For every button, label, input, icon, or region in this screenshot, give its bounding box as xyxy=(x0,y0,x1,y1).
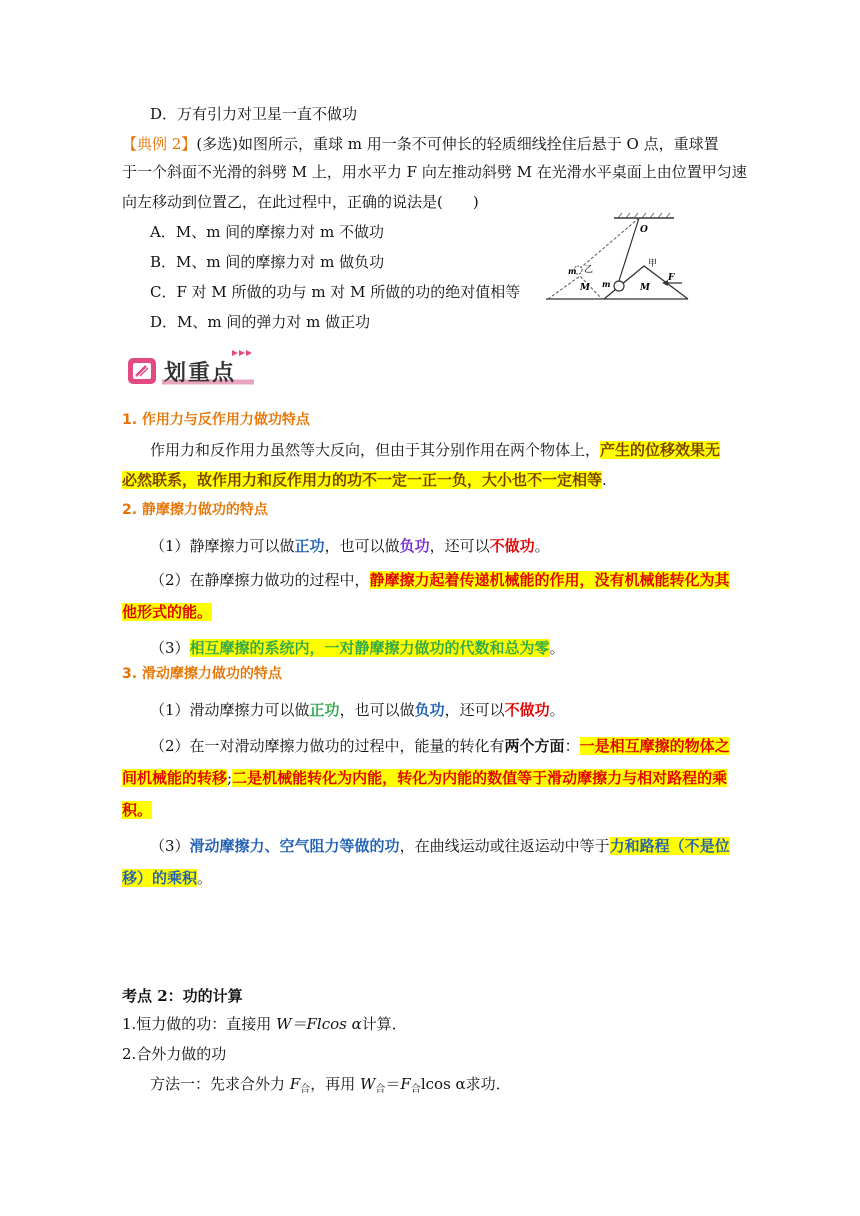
badge-text: 划重点 xyxy=(164,361,237,386)
s3-i3-e: 移）的乘积 xyxy=(122,869,198,887)
key-points-badge xyxy=(126,348,258,388)
s1-text-c: 必然联系，故作用力和反作用力的功不一定一正一负，大小也不一定相等 xyxy=(122,471,603,489)
s2-item-1 xyxy=(150,536,550,556)
example-text-1: 如图所示，重球 m 用一条不可伸长的轻质细线拴住后悬于 O 点，重球置 xyxy=(238,135,719,153)
incline-figure xyxy=(544,210,744,310)
s2-item-2-line-1 xyxy=(150,570,730,590)
label-f: F xyxy=(668,273,675,283)
s2-i3-a: （3） xyxy=(150,639,190,657)
section-3-title: 3. 滑动摩擦力做功的特点 xyxy=(122,666,282,682)
example-option-d: D．M、m 间的弹力对 m 做正功 xyxy=(150,313,371,331)
kp2-line-2: 2.合外力做的功 xyxy=(122,1045,227,1063)
s1-text-a: 作用力和反作用力虽然等大反向，但由于其分别作用在两个物体上， xyxy=(150,441,601,459)
label-jia: 甲 xyxy=(648,259,658,269)
kp2-line-1 xyxy=(122,1014,407,1034)
s3-i1-b: ，也可以做 xyxy=(339,701,415,719)
kp2-l3-a: 方法一：先求合外力 xyxy=(150,1075,290,1093)
s3-positive: 正功 xyxy=(309,701,340,719)
s2-i2-b: 静摩擦力起着传递机械能的作用，没有机械能转化为其 xyxy=(369,571,730,589)
kp2-l3-d: 求功． xyxy=(465,1075,511,1093)
s3-negative: 负功 xyxy=(414,701,445,719)
s3-item-1 xyxy=(150,700,565,720)
label-M-right: M xyxy=(640,283,650,293)
s2-i1-d: 。 xyxy=(534,537,550,555)
label-m-left: m xyxy=(568,266,577,276)
s3-i3-a: （3） xyxy=(150,837,190,855)
example-option-a: A．M、m 间的摩擦力对 m 不做功 xyxy=(150,223,384,241)
label-o: O xyxy=(640,225,648,235)
s2-none: 不做功 xyxy=(489,537,535,555)
kp2-line-3 xyxy=(150,1074,511,1100)
s3-i2-b: 两个方面 xyxy=(504,737,565,755)
s2-item-2-line-2 xyxy=(122,602,212,622)
s3-i3-f: 。 xyxy=(197,869,213,887)
kp2-l3-W: W xyxy=(359,1075,376,1093)
kp2-l1-b: 计算． xyxy=(361,1015,407,1033)
s3-i2-f: ; xyxy=(227,769,233,787)
kp2-l3-sub3: 合 xyxy=(410,1084,421,1095)
s3-i3-b: 滑动摩擦力、空气阻力等做的功 xyxy=(189,837,400,855)
s2-negative: 负功 xyxy=(399,537,430,555)
s3-none: 不做功 xyxy=(504,701,550,719)
s3-item-2-line-2 xyxy=(122,768,727,788)
s3-item-3-line-2 xyxy=(122,868,212,888)
s2-i2-c: 他形式的能。 xyxy=(122,603,213,621)
section-2-title: 2. 静摩擦力做功的特点 xyxy=(122,502,268,518)
example-line-2: 于一个斜面不光滑的斜劈 M 上，用水平力 F 向左推动斜劈 M 在光滑水平桌面上由位置甲匀速 xyxy=(122,163,747,181)
s3-i1-d: 。 xyxy=(549,701,565,719)
kp2-l3-F: F xyxy=(289,1075,301,1093)
s3-i2-g: 二是机械能转化为内能，转化为内能的数值等于滑动摩擦力与相对路程的乘 xyxy=(232,769,728,787)
kp2-l3-sub2: 合 xyxy=(375,1084,386,1095)
s3-i2-d: 一是相互摩擦的物体之 xyxy=(579,737,730,755)
s3-item-3-line-1 xyxy=(150,836,730,856)
label-yi: 乙 xyxy=(584,265,594,275)
s2-i1-a: （1）静摩擦力可以做 xyxy=(150,537,295,555)
s3-i2-h: 积。 xyxy=(122,801,153,819)
s1-para-line-1 xyxy=(150,440,720,460)
s2-item-3 xyxy=(150,638,565,658)
kp2-title: 考点 2：功的计算 xyxy=(122,987,243,1005)
s1-para-line-2 xyxy=(122,470,607,490)
label-M-left: M xyxy=(580,283,590,293)
s2-i3-c: 。 xyxy=(549,639,565,657)
s1-text-d: . xyxy=(602,471,607,489)
label-m-mid: m xyxy=(602,279,611,289)
s3-item-2-line-3 xyxy=(122,800,152,820)
example-line-3: 向左移动到位置乙，在此过程中，正确的说法是( ) xyxy=(122,193,479,211)
s3-i2-c: ： xyxy=(564,737,580,755)
kp2-l3-c: lcos α xyxy=(420,1075,466,1093)
section-1-title: 1. 作用力与反作用力做功特点 xyxy=(122,412,310,428)
kp2-l1-formula: W＝Flcos α xyxy=(276,1015,362,1033)
s3-i1-c: ，还可以 xyxy=(444,701,505,719)
example-option-b: B．M、m 间的摩擦力对 m 做负功 xyxy=(150,253,385,271)
s3-item-2-line-1 xyxy=(150,736,730,756)
kp2-l1-a: 1.恒力做的功：直接用 xyxy=(122,1015,277,1033)
s2-positive: 正功 xyxy=(294,537,325,555)
s3-i2-a: （2）在一对滑动摩擦力做功的过程中，能量的转化有 xyxy=(150,737,505,755)
s3-i3-d: 力和路程（不是位 xyxy=(609,837,730,855)
s2-i1-b: ，也可以做 xyxy=(324,537,400,555)
kp2-l3-eq: ＝ xyxy=(385,1075,401,1093)
s2-i3-b: 相互摩擦的系统内，一对静摩擦力做功的代数和总为零 xyxy=(189,639,550,657)
s3-i2-e: 间机械能的转移 xyxy=(122,769,228,787)
s2-i1-c: ，还可以 xyxy=(429,537,490,555)
kp2-l3-b: ，再用 xyxy=(310,1075,360,1093)
option-d: D．万有引力对卫星一直不做功 xyxy=(150,105,358,123)
example-tag: 【典例 2】 xyxy=(122,135,197,153)
s1-text-b: 产生的位移效果无 xyxy=(600,441,721,459)
s3-i3-c: ，在曲线运动或往返运动中等于 xyxy=(399,837,610,855)
example-option-c: C．F 对 M 所做的功与 m 对 M 所做的功的绝对值相等 xyxy=(150,283,521,301)
s3-i1-a: （1）滑动摩擦力可以做 xyxy=(150,701,310,719)
kp2-l3-F2: F xyxy=(400,1075,411,1093)
example-line-1 xyxy=(122,134,719,154)
example-multi: (多选) xyxy=(196,135,239,153)
s2-i2-a: （2）在静摩擦力做功的过程中， xyxy=(150,571,370,589)
kp2-l3-sub: 合 xyxy=(300,1084,311,1095)
